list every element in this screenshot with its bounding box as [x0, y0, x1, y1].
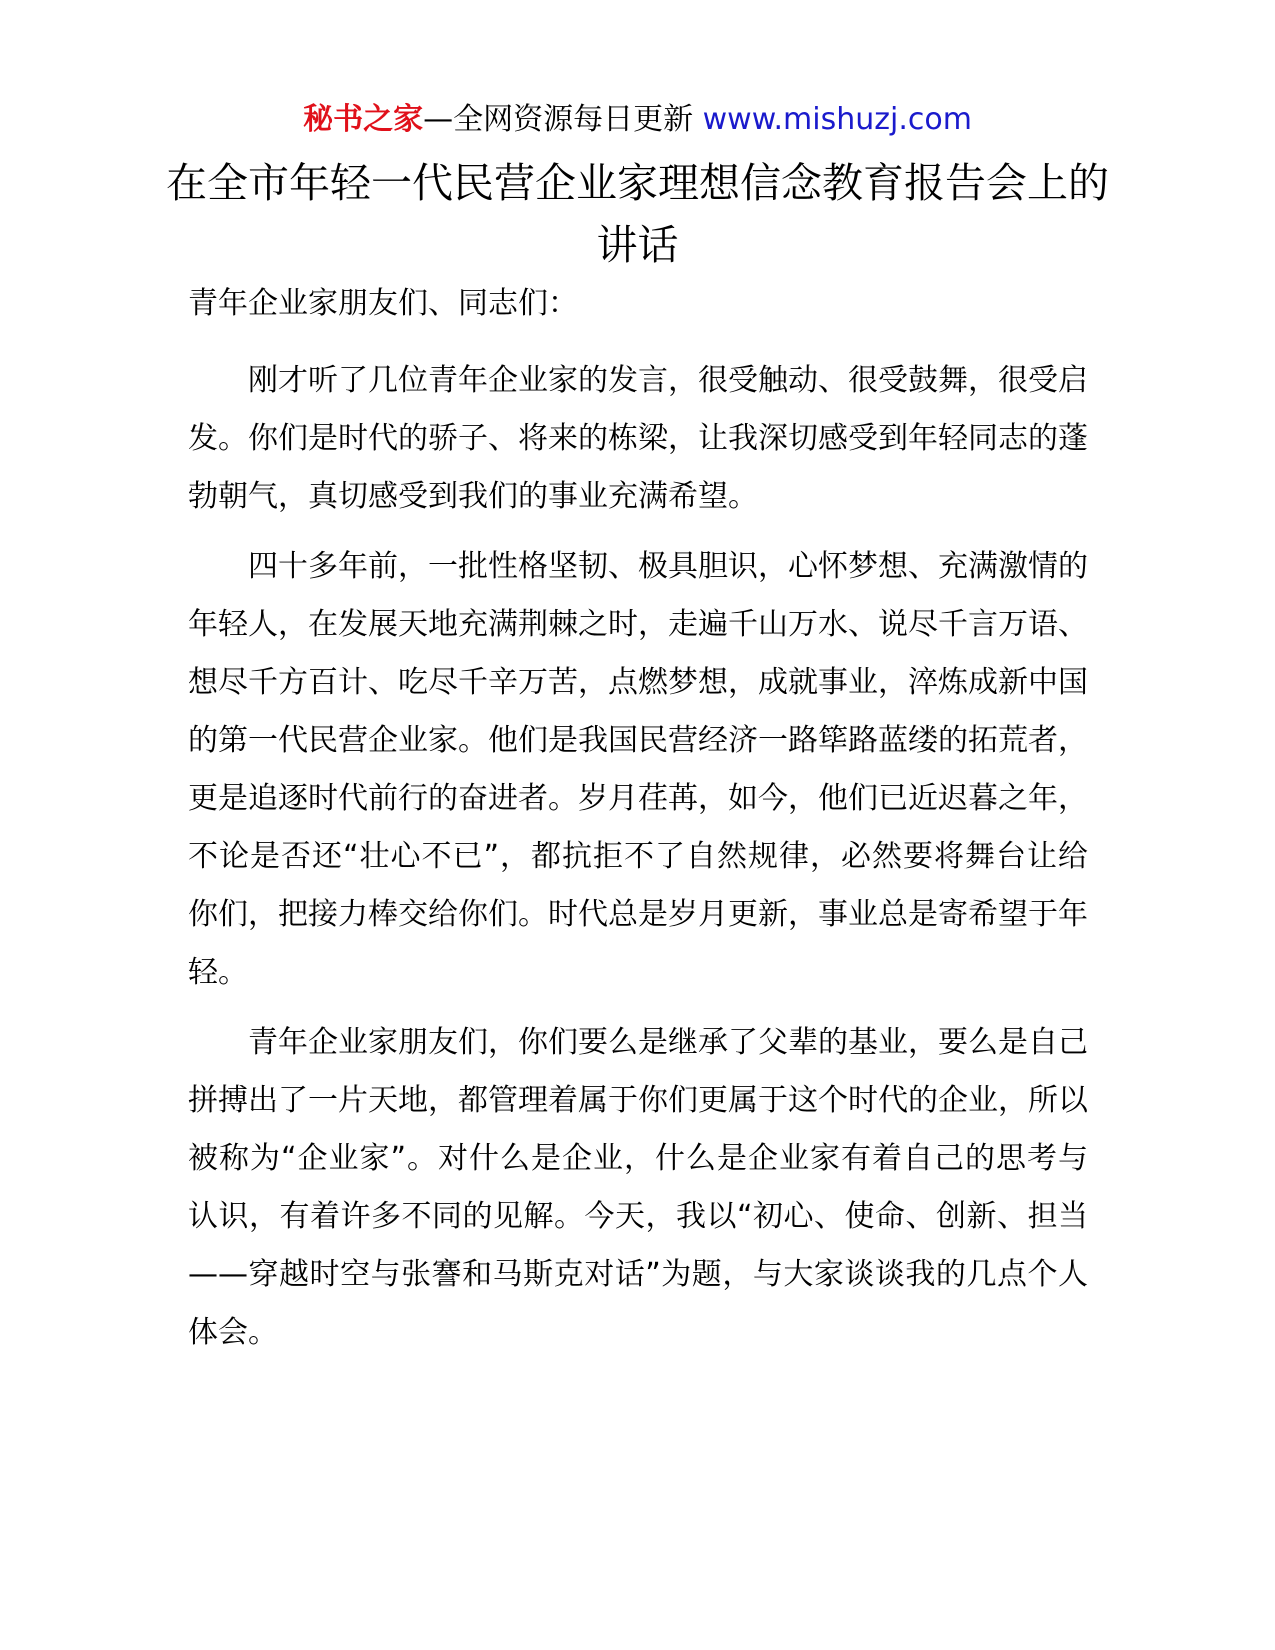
- site-url-link[interactable]: www.mishuzj.com: [702, 102, 972, 137]
- brand-name: 秘书之家: [303, 102, 424, 137]
- paragraph-2: 四十多年前，一批性格坚韧、极具胆识，心怀梦想、充满激情的年轻人，在发展天地充满荆棘之时，走遍千山万水、说尽千言万语、想尽千方百计、吃尽千辛万苦，点燃梦想，成就事业，淬炼成新中国的第一代民营企业家。他们是我国民营经济一路筚路蓝缕的拓荒者，更是追逐时代前行的奋进者。岁月荏苒，如今，他们已近迟暮之年，不论是否还“壮心不已”，都抗拒不了自然规律，必然要将舞台让给你们，把接力棒交给你们。时代总是岁月更新，事业总是寄希望于年轻。: [188, 549, 1088, 990]
- salutation: 青年企业家朋友们、同志们：: [188, 286, 578, 321]
- document-body: [188, 284, 1088, 1374]
- paragraph-3: 青年企业家朋友们，你们要么是继承了父辈的基业，要么是自己拼搏出了一片天地，都管理着属于你们更属于这个时代的企业，所以被称为“企业家”。对什么是企业，什么是企业家有着自己的思考与认识，有着许多不同的见解。今天，我以“初心、使命、创新、担当——穿越时空与张謇和马斯克对话”为题，与大家谈谈我的几点个人体会。: [188, 1025, 1088, 1350]
- site-header: [0, 100, 1275, 140]
- header-tagline: —全网资源每日更新: [423, 102, 694, 137]
- paragraph-1: 刚才听了几位青年企业家的发言，很受触动、很受鼓舞，很受启发。你们是时代的骄子、将来的栋梁，让我深切感受到年轻同志的蓬勃朝气，真切感受到我们的事业充满希望。: [188, 363, 1088, 514]
- document-title: 在全市年轻一代民营企业家理想信念教育报告会上的讲话: [166, 159, 1109, 269]
